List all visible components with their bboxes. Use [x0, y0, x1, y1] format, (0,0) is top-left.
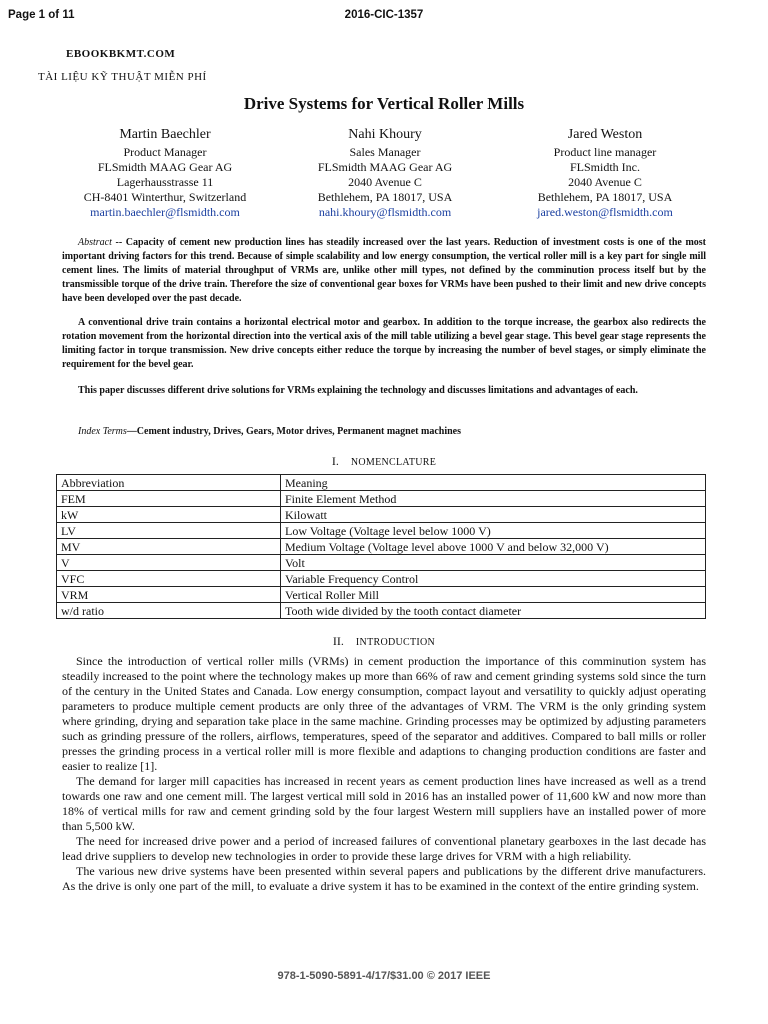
table-row: [57, 475, 706, 491]
author-street: 2040 Avenue C: [348, 175, 422, 189]
author-name: Jared Weston: [567, 127, 643, 142]
table-cell: Volt: [281, 555, 706, 571]
author-org: FLSmidth Inc.: [569, 160, 640, 174]
abstract-paragraph-3: This paper discusses different drive solutions for VRMs explaining the technology and discusses limitations and advantages of each.: [78, 385, 638, 396]
section-heading-nomenclature: [0, 454, 768, 469]
author-name: Martin Baechler: [119, 127, 211, 142]
abstract-paragraph-2: A conventional drive train contains a horizontal electrical motor and gearbox. In addition to the torque increase, the gearbox also redirects the rotation movement from the horizontal direction into the vertical axis of the mill table utilizing a bevel gear stage. This bevel gear stage represents the limiting factor in torque transmission. New drive concepts either reduce the torque by increasing the number of bevel stages, or simply eliminate the requirement for the bevel gear.: [62, 317, 706, 370]
body-paragraph: Since the introduction of vertical roller mills (VRMs) in cement production the importance of this comminution system has steadily increased to the point where the technology makes up more than 66% of raw and cement grinding systems sold since the turn of the century in the United States and Canada. Low energy consumption, compact layout and versatility to quickly adjust operating parameters to produce multiple cement products are only three of the advantages of VRM. The VRM is the only grinding system where grinding, drying and separation take place in the same machine. Grinding processes may be optimized by adjusting parameters such as grinding pressure of the rollers, airflows, temperatures, speed of the separator and additives. Compared to ball mills or roller presses the grinding process in a vertical roller mill is more flexible and adaptions to changing production conditions are faster and easier to realize [1].: [62, 654, 706, 773]
author-org: FLSmidth MAAG Gear AG: [97, 160, 233, 174]
table-cell: Kilowatt: [281, 507, 706, 523]
watermark-site: EBOOKBKMT.COM: [66, 48, 176, 60]
author-role: Product Manager: [123, 145, 207, 159]
copyright-footer: 978-1-5090-5891-4/17/$31.00 © 2017 IEEE: [277, 970, 491, 982]
author-email-link[interactable]: jared.weston@flsmidth.com: [537, 205, 673, 219]
section-number: I.: [331, 454, 339, 468]
author-role: Sales Manager: [349, 145, 421, 159]
table-row: [57, 491, 706, 507]
table-cell: Finite Element Method: [281, 491, 706, 507]
table-cell: Meaning: [281, 475, 706, 491]
index-terms-text: —Cement industry, Drives, Gears, Motor drives, Permanent magnet machines: [126, 426, 462, 437]
nomenclature-table: [56, 474, 706, 619]
index-terms-lead: Index Terms: [78, 426, 127, 437]
table-cell: LV: [57, 523, 281, 539]
author-city: Bethlehem, PA 18017, USA: [317, 190, 453, 204]
author-org: FLSmidth MAAG Gear AG: [317, 160, 453, 174]
table-cell: w/d ratio: [57, 603, 281, 619]
introduction-body: [62, 654, 706, 894]
abstract-paragraph: [62, 236, 706, 306]
table-cell: kW: [57, 507, 281, 523]
author-email-link[interactable]: martin.baechler@flsmidth.com: [90, 205, 240, 219]
author-city: Bethlehem, PA 18017, USA: [537, 190, 673, 204]
watermark-tagline: TÀI LIỆU KỸ THUẬT MIỄN PHÍ: [38, 71, 207, 83]
author-1: [60, 127, 270, 220]
table-cell: Variable Frequency Control: [281, 571, 706, 587]
table-row: [57, 603, 706, 619]
author-city: CH-8401 Winterthur, Switzerland: [83, 190, 247, 204]
body-paragraph: The various new drive systems have been presented within several papers and publications by the different drive manufacturers. As the drive is only one part of the mill, to evaluate a drive system it has to be examined in the context of the entire grinding system.: [62, 864, 706, 893]
author-block: [60, 127, 710, 220]
table-cell: Tooth wide divided by the tooth contact diameter: [281, 603, 706, 619]
abstract-text: -- Capacity of cement new production lines has steadily increased over the last years. Reduction of investment costs is one of the most important driving factors for this trend. Because of simple scalability and low energy consumption, the vertical roller mill is a key part for single mill cement lines. The limits of material throughput of VRMs are, unlike other mill types, not defined by the comminution process itself but by the transmissible torque of the drive train. Therefore the size of conventional gear boxes for VRMs have been pushed to their limit and new drive concepts have been developed over the past decade.: [62, 237, 706, 304]
abstract-lead: Abstract: [78, 237, 112, 248]
table-row: [57, 539, 706, 555]
table-cell: Abbreviation: [57, 475, 281, 491]
table-row: [57, 523, 706, 539]
author-name: Nahi Khoury: [348, 127, 422, 142]
author-role: Product line manager: [553, 145, 657, 159]
table-cell: Low Voltage (Voltage level below 1000 V): [281, 523, 706, 539]
table-cell: Vertical Roller Mill: [281, 587, 706, 603]
paper-title: Drive Systems for Vertical Roller Mills: [243, 94, 525, 113]
table-row: [57, 507, 706, 523]
index-terms: [62, 425, 706, 439]
author-street: Lagerhausstrasse 11: [116, 175, 214, 189]
table-cell: VRM: [57, 587, 281, 603]
author-3: [500, 127, 710, 220]
table-row: [57, 555, 706, 571]
table-cell: FEM: [57, 491, 281, 507]
body-paragraph: The need for increased drive power and a period of increased failures of conventional planetary gearboxes in the last decade has lead drive suppliers to develop new technologies in order to provide these large drives for VRM with a high reliability.: [62, 834, 706, 863]
author-email-link[interactable]: nahi.khoury@flsmidth.com: [318, 205, 452, 219]
author-2: [280, 127, 490, 220]
document-code: 2016-CIC-1357: [344, 9, 424, 21]
section-heading-introduction: [0, 634, 768, 649]
table-row: [57, 571, 706, 587]
table-cell: MV: [57, 539, 281, 555]
table-cell: Medium Voltage (Voltage level above 1000 V and below 32,000 V): [281, 539, 706, 555]
page-number: Page 1 of 11: [8, 9, 75, 21]
section-number: II.: [332, 634, 344, 648]
table-cell: V: [57, 555, 281, 571]
section-title: NOMENCLATURE: [350, 457, 437, 468]
table-cell: VFC: [57, 571, 281, 587]
section-title: INTRODUCTION: [355, 637, 436, 648]
author-street: 2040 Avenue C: [568, 175, 642, 189]
table-row: [57, 587, 706, 603]
body-paragraph: The demand for larger mill capacities has increased in recent years as cement production lines have increased as well as a trend towards one raw and one cement mill. The largest vertical mill sold in 2016 has an installed power of 11,600 kW and now more than 18% of vertical mills for raw and cement grinding sold by the four largest Western mill suppliers have an installed power of more than 5,500 kW.: [62, 774, 706, 833]
